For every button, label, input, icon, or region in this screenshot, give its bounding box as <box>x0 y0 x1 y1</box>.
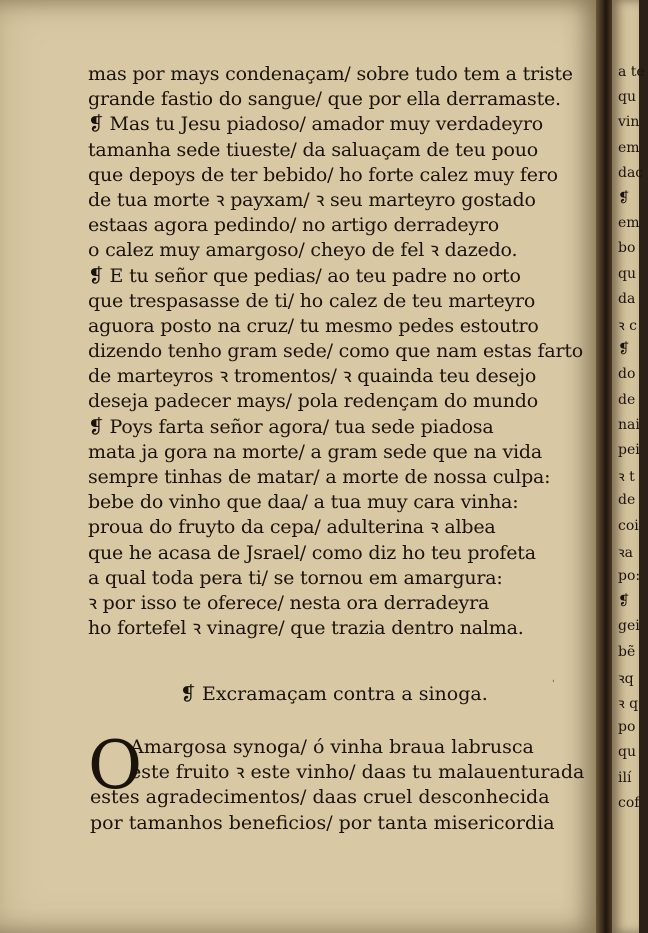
facing-page-fragment: em <box>618 139 640 156</box>
text-line: proua do fruyto da cepa/ adulterina ꝛ albea <box>88 516 496 539</box>
text-line: tamanha sede tiueste/ da saluaçam de teu pouo <box>88 138 539 161</box>
facing-page-fragment: ❡ <box>618 190 630 206</box>
facing-page-fragment: po <box>618 719 636 736</box>
facing-page-fragment: bo <box>618 240 636 257</box>
ink-smudge: ˌ <box>552 674 555 684</box>
facing-page-fragment: a te <box>618 64 645 80</box>
facing-page-fragment: qu <box>618 89 636 106</box>
facing-page-fragment: ❡ <box>618 341 630 358</box>
text-line: deseja padecer mays/ pola redençam do mundo <box>88 390 539 413</box>
facing-page-fragment: nai <box>618 416 640 433</box>
text-line: aguora posto na cruz/ tu mesmo pedes estoutro <box>88 314 539 337</box>
text-line: grande fastio do sangue/ que por ella derramaste. <box>88 88 561 111</box>
text-line: ❡ E tu señor que pedias/ ao teu padre no orto <box>88 264 521 287</box>
text-line: de marteyros ꝛ tromentos/ ꝛ quainda teu desejo <box>88 365 537 388</box>
text-line: dizendo tenho gram sede/ como que nam estas farto <box>88 340 584 363</box>
section-heading: ❡ Excramaçam contra a sinoga. <box>180 683 488 705</box>
text-line: a qual toda pera ti/ se tornou em amargura: <box>88 566 503 589</box>
facing-page-fragment: bẽ <box>618 643 636 660</box>
text-line: que he acasa de Jsrael/ como diz ho teu profeta <box>88 541 536 564</box>
text-line: de tua morte ꝛ payxam/ ꝛ seu marteyro gostado <box>88 188 536 211</box>
facing-page-fragment: ꝛa <box>618 544 633 561</box>
facing-page-fragment: qu <box>618 265 636 282</box>
text-line: estaas agora pedindo/ no artigo derradeyro <box>88 214 500 237</box>
facing-page-fragment: pei <box>618 442 640 458</box>
facing-page-fragment: em <box>618 215 640 232</box>
text-line: bebe do vinho que daa/ a tua muy cara vinha: <box>88 491 519 514</box>
facing-page-edge <box>612 0 645 933</box>
text-line: o calez muy amargoso/ cheyo de fel ꝛ dazedo. <box>88 239 518 262</box>
facing-page-fragment: da <box>618 290 636 307</box>
facing-page-fragment: vin <box>618 114 640 131</box>
text-line: mas por mays condenaçam/ sobre tudo tem a triste <box>88 63 573 85</box>
text-line: ꝛ por isso te oferece/ nesta ora derradeyra <box>88 591 490 614</box>
text-line: ho fortefel ꝛ vinagre/ que trazia dentro nalma. <box>88 617 524 640</box>
facing-page-fragment: ꝛq <box>618 670 634 687</box>
facing-page-fragment: ꝛ c <box>618 318 637 334</box>
facing-page-fragment: gei <box>618 618 640 635</box>
text-line: ❡ Poys farta señor agora/ tua sede piadosa <box>88 415 494 438</box>
text-line: que trespasasse de ti/ ho calez de teu marteyro <box>88 289 536 312</box>
text-line: sempre tinhas de matar/ a morte de nossa culpa: <box>88 466 551 488</box>
drop-cap: O <box>88 727 143 804</box>
second-text-block <box>88 727 600 836</box>
facing-page-fragment: do <box>618 366 636 383</box>
facing-page-fragment: coi <box>618 517 639 534</box>
text-line: mata ja gora na morte/ a gram sede que na vida <box>88 440 542 463</box>
facing-page-fragment: qu <box>618 744 636 761</box>
text-line: estes agradecimentos/ daas cruel desconhecida <box>90 786 550 809</box>
facing-page-fragment: ꝛ q <box>618 696 639 712</box>
facing-page-fragment: de <box>618 391 636 408</box>
facing-page-fragment: ❡ <box>618 593 630 610</box>
main-text-block <box>88 62 600 641</box>
facing-page-fragment: ilí <box>618 769 632 786</box>
facing-page-fragment: po: <box>618 568 641 584</box>
facing-page-fragment: ꝛ t <box>618 469 635 486</box>
text-line: Amargosa synoga/ ó vinha braua labrusca <box>130 736 534 758</box>
text-line: por tamanhos beneficios/ por tanta misericordia <box>90 811 555 834</box>
facing-page-fragment: de <box>618 492 636 509</box>
text-line: que depoys de ter bebido/ ho forte calez muy fero <box>88 163 558 186</box>
facing-page-fragment: cof <box>618 794 640 811</box>
facing-page-fragment: dac <box>618 164 644 181</box>
text-line: este fruito ꝛ este vinho/ daas tu malauenturada <box>130 761 585 784</box>
text-line: ❡ Mas tu Jesu piadoso/ amador muy verdadeyro <box>88 113 543 136</box>
